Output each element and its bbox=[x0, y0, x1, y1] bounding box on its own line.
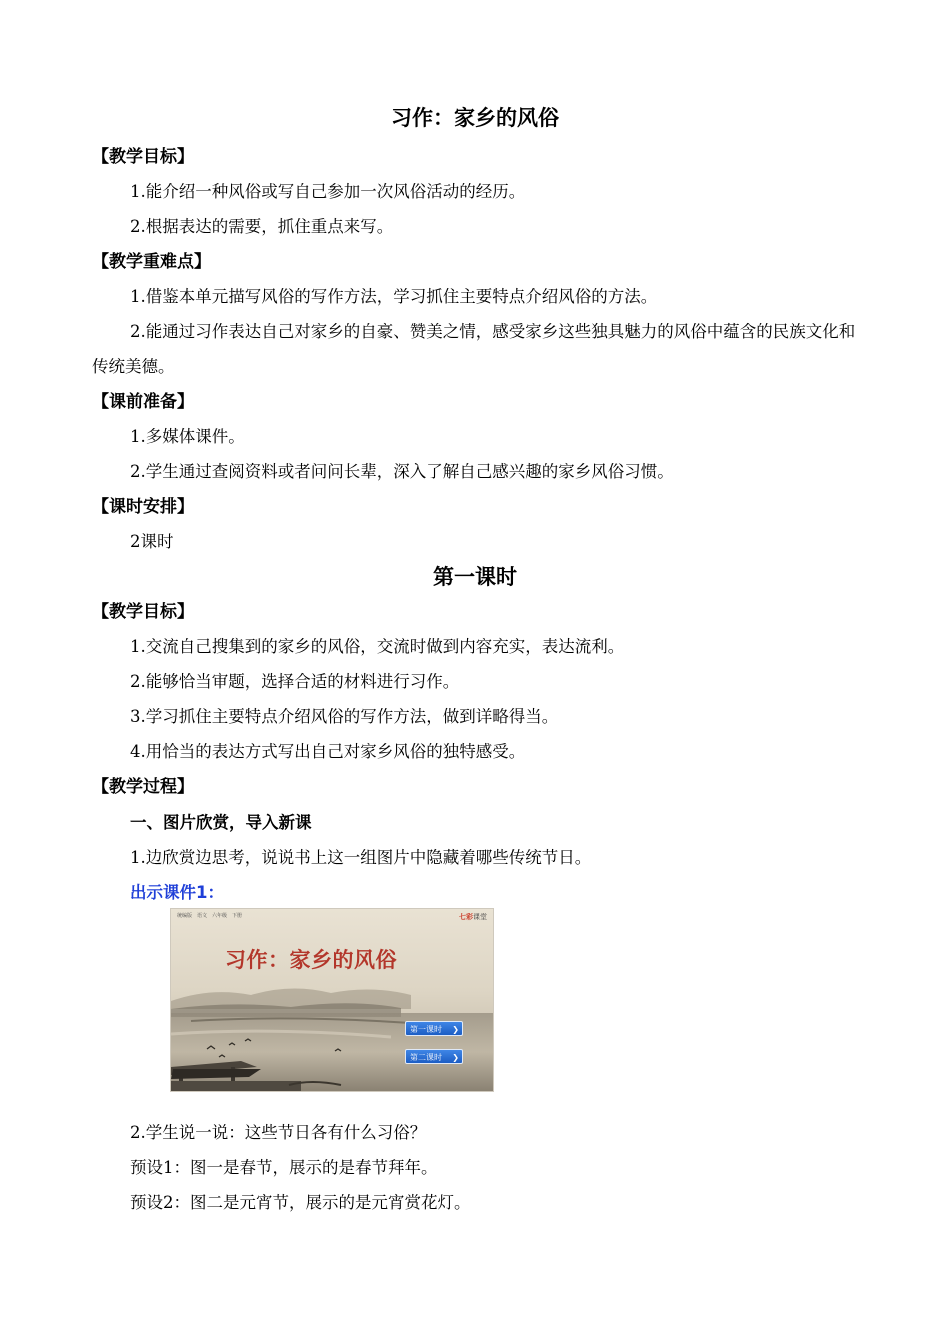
slide-lesson1-label: 第一课时 bbox=[410, 1025, 442, 1034]
goal-item: 2.根据表达的需要，抓住重点来写。 bbox=[130, 217, 394, 236]
section-heading-goals: 【教学目标】 bbox=[92, 147, 194, 167]
section-heading-preparation: 【课前准备】 bbox=[92, 392, 194, 412]
lesson-goal-item: 4.用恰当的表达方式写出自己对家乡风俗的独特感受。 bbox=[130, 742, 526, 761]
process-heading: 【教学过程】 bbox=[92, 777, 194, 797]
courseware-slide-image bbox=[170, 908, 494, 1092]
schedule-item: 2课时 bbox=[130, 532, 174, 551]
preparation-item: 1.多媒体课件。 bbox=[130, 427, 245, 446]
document-title: 习作：家乡的风俗 bbox=[391, 106, 559, 130]
section-heading-schedule: 【课时安排】 bbox=[92, 497, 194, 517]
lesson-goal-item: 3.学习抓住主要特点介绍风俗的写作方法，做到详略得当。 bbox=[130, 707, 559, 726]
step-item: 2.学生说一说：这些节日各有什么习俗？ bbox=[130, 1123, 427, 1142]
chevron-right-icon: ❯ bbox=[452, 1053, 459, 1062]
goal-item: 1.能介绍一种风俗或写自己参加一次风俗活动的经历。 bbox=[130, 182, 526, 201]
slide-title: 习作：家乡的风俗 bbox=[225, 948, 397, 972]
courseware-label: 出示课件1： bbox=[130, 883, 224, 902]
key-point-item: 2.能通过习作表达自己对家乡的自豪、赞美之情，感受家乡这些独具魅力的风俗中蕴含的民族文化和传统美德。 bbox=[92, 322, 856, 376]
step-title: 一、图片欣赏，导入新课 bbox=[130, 813, 312, 832]
step-item: 1.边欣赏边思考，说说书上这一组图片中隐藏着哪些传统节日。 bbox=[130, 848, 592, 867]
chevron-right-icon: ❯ bbox=[452, 1025, 459, 1034]
key-point-item: 1.借鉴本单元描写风俗的写作方法，学习抓住主要特点介绍风俗的方法。 bbox=[130, 287, 658, 306]
lesson-title: 第一课时 bbox=[433, 565, 517, 589]
slide-logo bbox=[459, 912, 487, 922]
slide-lesson2-button bbox=[405, 1049, 463, 1064]
slide-lesson1-button bbox=[405, 1021, 463, 1036]
slide-logo-mark: 七彩 bbox=[459, 913, 473, 921]
lesson-goals-heading: 【教学目标】 bbox=[92, 602, 194, 622]
preset-answer: 预设2：图二是元宵节，展示的是元宵赏花灯。 bbox=[130, 1193, 471, 1212]
preparation-item: 2.学生通过查阅资料或者问问长辈，深入了解自己感兴趣的家乡风俗习惯。 bbox=[130, 462, 674, 481]
slide-topbar: 统编版 语文 六年级 下册 bbox=[177, 913, 243, 919]
preset-answer: 预设1：图一是春节，展示的是春节拜年。 bbox=[130, 1158, 438, 1177]
lesson-goal-item: 1.交流自己搜集到的家乡的风俗，交流时做到内容充实，表达流利。 bbox=[130, 637, 625, 656]
slide-lesson2-label: 第二课时 bbox=[410, 1053, 442, 1062]
slide-logo-text: 课堂 bbox=[473, 913, 487, 921]
section-heading-key-points: 【教学重难点】 bbox=[92, 252, 211, 272]
lesson-goal-item: 2.能够恰当审题，选择合适的材料进行习作。 bbox=[130, 672, 460, 691]
